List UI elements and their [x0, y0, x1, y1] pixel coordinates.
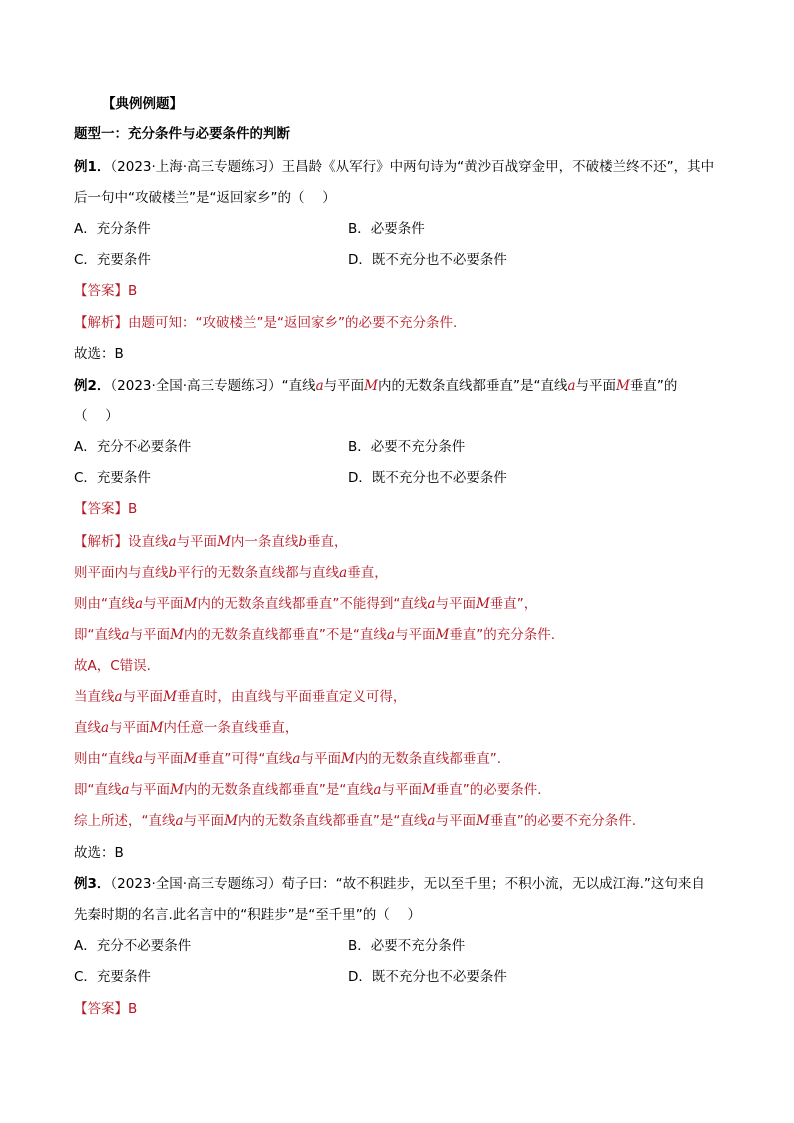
- example-1-analysis: 【解析】由题可知：“攻破楼兰”是“返回家乡”的必要不充分条件.: [74, 315, 458, 331]
- example-1-option-c: C．充要条件: [74, 252, 151, 268]
- example-2-analysis-line-7: 直线a与平面M内任意一条直线垂直，: [74, 720, 299, 736]
- example-3-option-b: B．必要不充分条件: [348, 938, 466, 954]
- example-2-choice: 故选：B: [74, 845, 124, 861]
- example-3-stem-line-1: 例3．（2023·全国·高三专题练习）荀子曰：“故不积跬步，无以至千里；不积小流，无以成江海.”这句来自: [74, 876, 705, 892]
- example-2-option-b: B．必要不充分条件: [348, 439, 466, 455]
- example-2-analysis-line-6: 当直线a与平面M垂直时，由直线与平面垂直定义可得，: [74, 689, 407, 705]
- example-2-analysis-line-2: 则平面内与直线b平行的无数条直线都与直线a垂直，: [74, 565, 388, 581]
- example-2-stem-line-2: （ ）: [74, 408, 119, 424]
- example-2-stem-line-1: 例2．（2023·全国·高三专题练习）“直线a与平面M内的无数条直线都垂直”是“直线a与平面M垂直”的: [74, 378, 678, 394]
- example-1-label: 例1．: [74, 159, 111, 175]
- example-2-analysis-line-9: 即“直线a与平面M内的无数条直线都垂直”是“直线a与平面M垂直”的必要条件.: [74, 782, 542, 798]
- problem-type-heading: 题型一：充分条件与必要条件的判断: [74, 126, 290, 142]
- example-3-label: 例3．: [74, 876, 111, 892]
- example-3-option-c: C．充要条件: [74, 969, 151, 985]
- example-1-answer: 【答案】B: [74, 283, 138, 299]
- section-heading: 【典例例题】: [102, 96, 183, 112]
- example-1-option-b: B．必要条件: [348, 221, 425, 237]
- example-3-option-a: A．充分不必要条件: [74, 938, 192, 954]
- example-1-option-d: D．既不充分也不必要条件: [348, 252, 507, 268]
- example-3-option-d: D．既不充分也不必要条件: [348, 969, 507, 985]
- example-2-option-d: D．既不充分也不必要条件: [348, 470, 507, 486]
- example-2-option-c: C．充要条件: [74, 470, 151, 486]
- example-2-analysis-line-5: 故A，C错误.: [74, 658, 151, 674]
- example-1-stem-line-1: 例1．（2023·上海·高三专题练习）王昌龄《从军行》中两句诗为“黄沙百战穿金甲，不破楼兰终不还”，其中: [74, 159, 715, 175]
- example-1-option-a: A．充分条件: [74, 221, 151, 237]
- example-2-analysis-line-10: 综上所述，“直线a与平面M内的无数条直线都垂直”是“直线a与平面M垂直”的必要不充分条件.: [74, 813, 637, 829]
- example-2-analysis-line-4: 即“直线a与平面M内的无数条直线都垂直”不是“直线a与平面M垂直”的充分条件.: [74, 627, 556, 643]
- example-3-answer: 【答案】B: [74, 1001, 138, 1017]
- example-2-analysis-line-1: 【解析】设直线a与平面M内一条直线b垂直，: [74, 534, 348, 550]
- example-2-analysis-line-3: 则由“直线a与平面M内的无数条直线都垂直”不能得到“直线a与平面M垂直”，: [74, 596, 538, 612]
- example-2-option-a: A．充分不必要条件: [74, 439, 192, 455]
- example-2-analysis-line-8: 则由“直线a与平面M垂直”可得“直线a与平面M内的无数条直线都垂直”.: [74, 751, 502, 767]
- example-2-label: 例2．: [74, 378, 111, 394]
- example-1-choice: 故选：B: [74, 346, 124, 362]
- example-2-answer: 【答案】B: [74, 501, 138, 517]
- example-1-stem-line-2: 后一句中“攻破楼兰”是“返回家乡”的（ ）: [74, 190, 336, 206]
- example-3-stem-line-2: 先秦时期的名言.此名言中的“积跬步”是“至千里”的（ ）: [74, 907, 422, 923]
